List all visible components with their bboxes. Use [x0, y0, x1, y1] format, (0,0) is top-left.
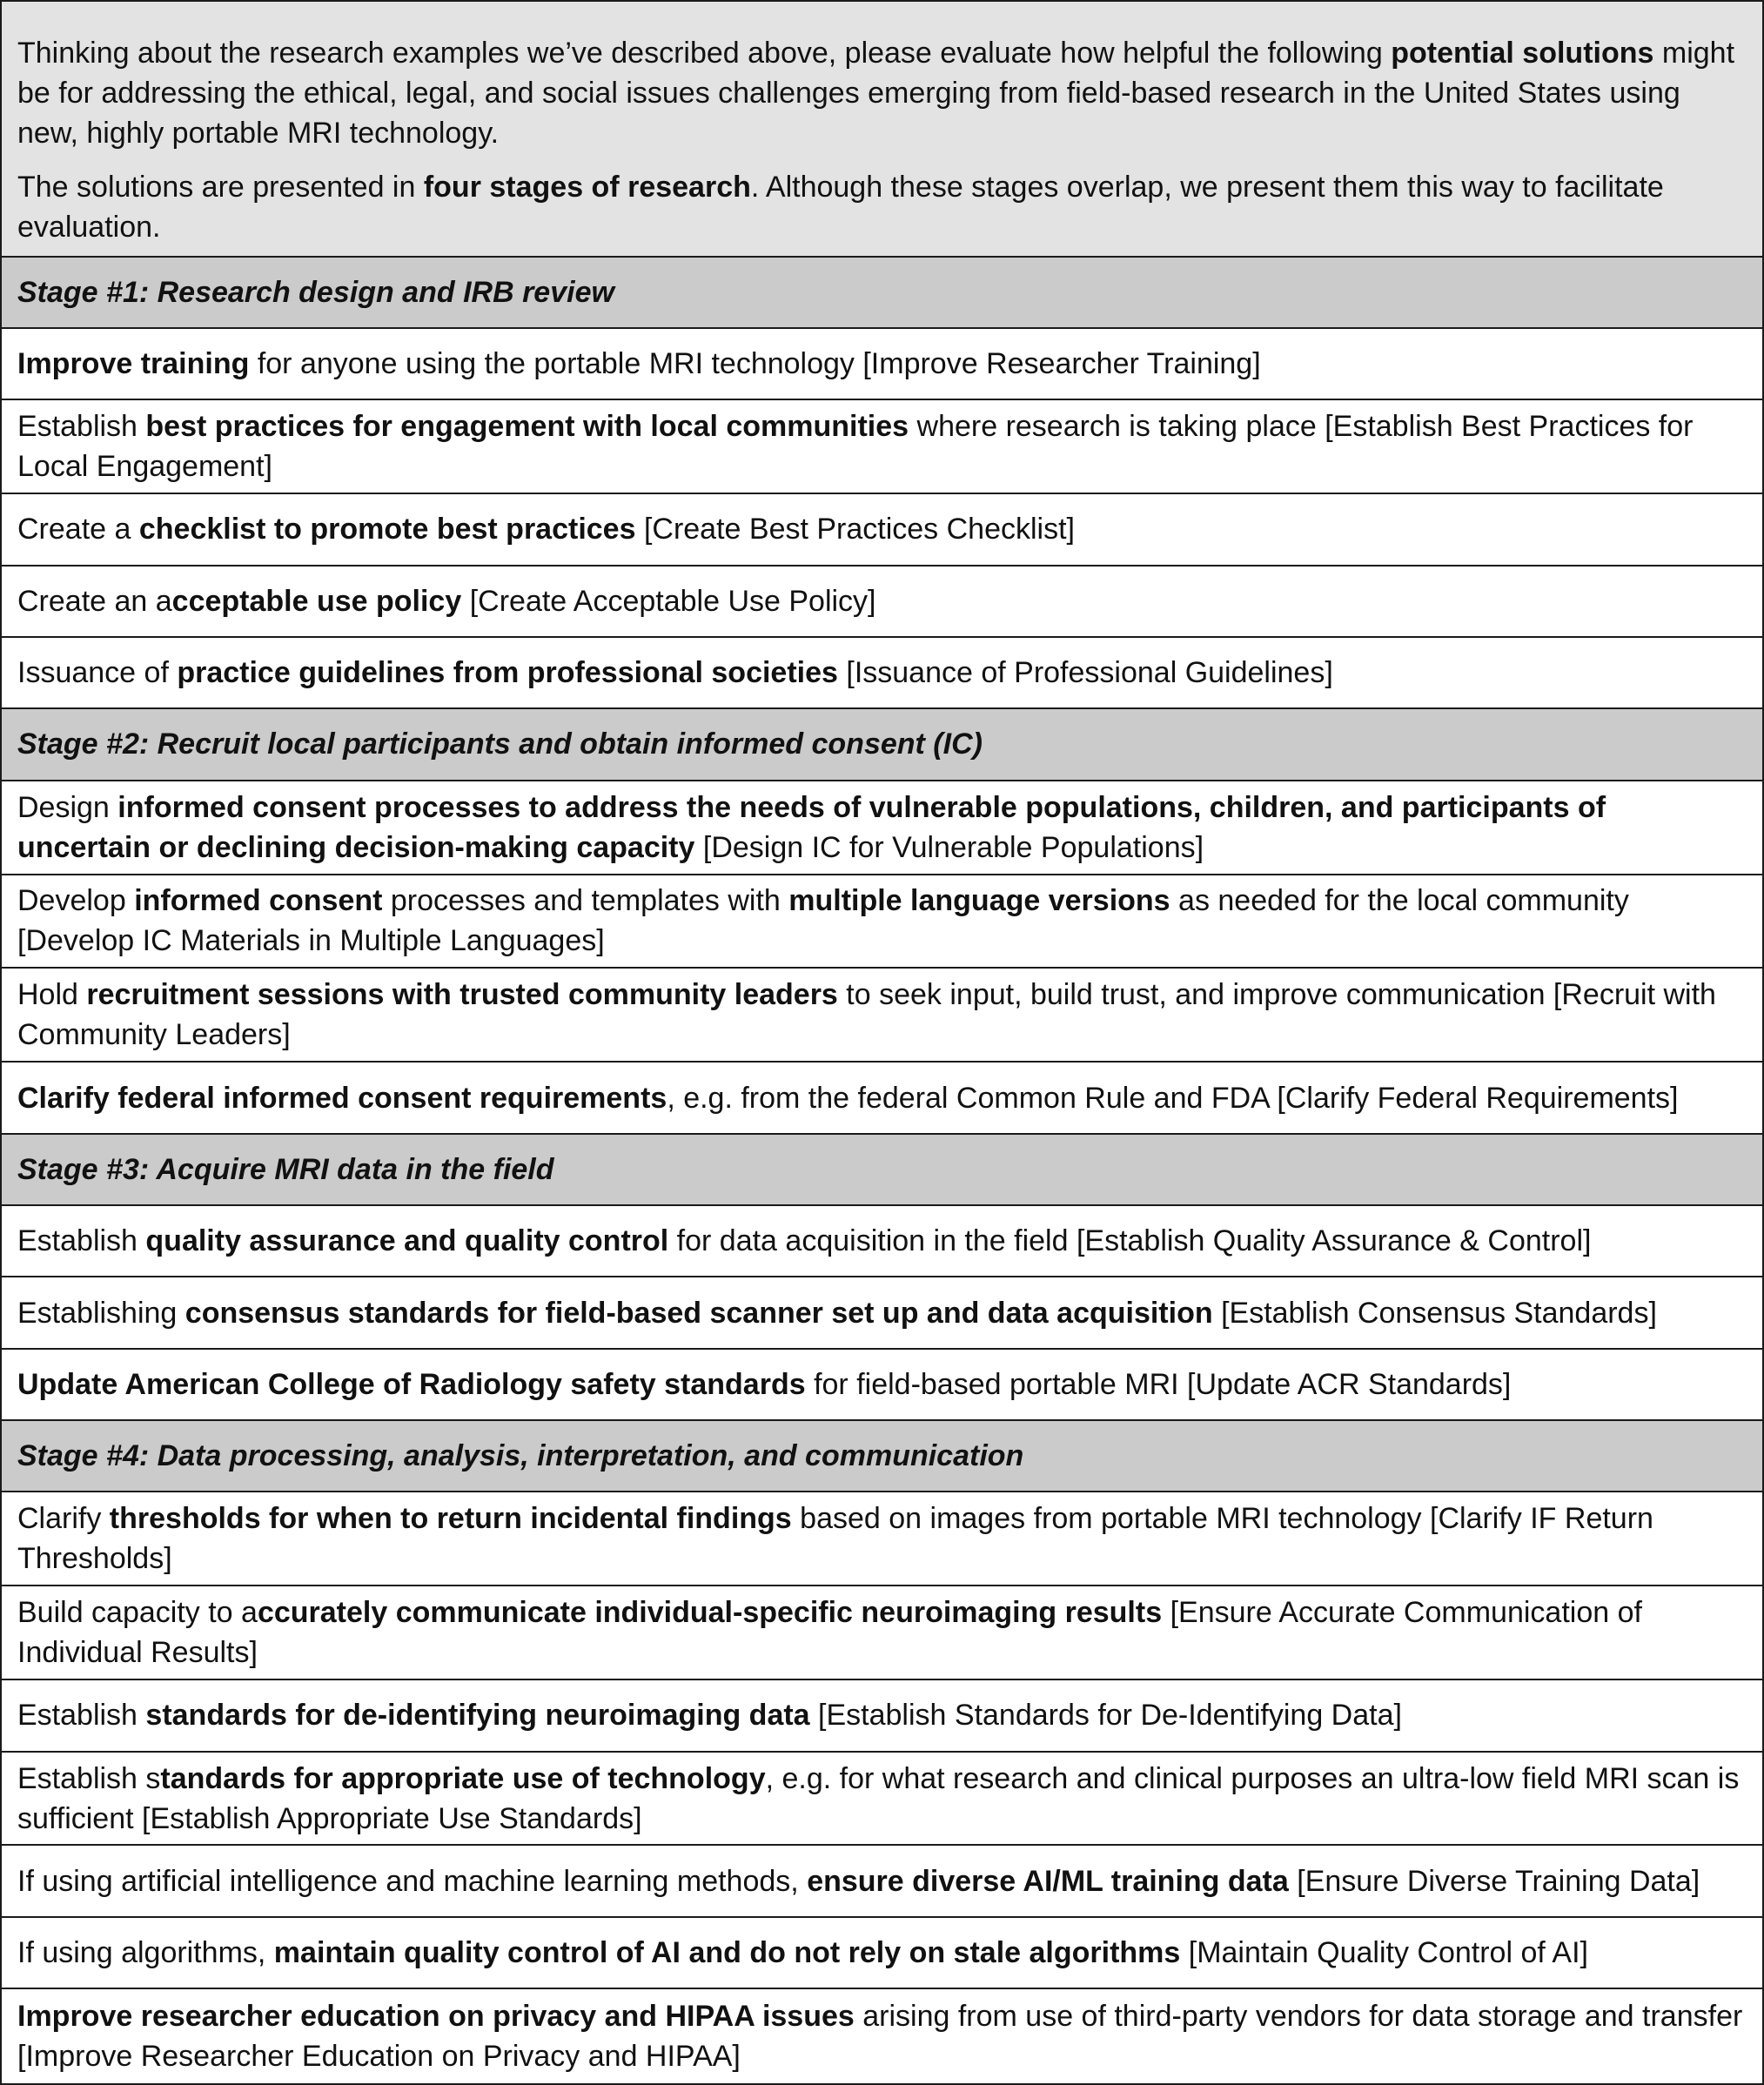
solution-key-phrase: maintain quality control of AI and do not rely on stale algorithms [273, 1935, 1181, 1969]
table-row: Establish quality assurance and quality control for data acquisition in the field [Establish Quality Assurance & Control] [2, 1206, 1762, 1277]
table-row: Develop informed consent processes and templates with multiple language versions as needed for the local community [Develop IC Materials in Multiple Languages] [2, 875, 1762, 969]
intro-paragraph-1 [17, 33, 1743, 153]
table-row: If using algorithms, maintain quality control of AI and do not rely on stale algorithms [Maintain Quality Control of AI] [2, 1918, 1762, 1989]
intro-paragraph-2 [17, 167, 1743, 247]
table-row: Create an acceptable use policy [Create Acceptable Use Policy] [2, 567, 1762, 638]
solution-key-phrase: tandards for appropriate use of technology [160, 1761, 766, 1795]
solution-key-phrase: quality assurance and quality control [145, 1224, 669, 1258]
solution-key-phrase: Update American College of Radiology safety standards [17, 1367, 806, 1401]
solution-key-phrase: thresholds for when to return incidental findings [109, 1502, 792, 1536]
solution-key-phrase: best practices for engagement with local communities [145, 410, 909, 444]
intro-emphasis: four stages of research [423, 171, 751, 204]
table-row: Establishing consensus standards for field-based scanner set up and data acquisition [Establish Consensus Standards] [2, 1277, 1762, 1349]
solution-key-phrase: Improve training [17, 347, 250, 381]
table-row: Clarify thresholds for when to return incidental findings based on images from portable MRI technology [Clarify IF Return Thresholds] [2, 1492, 1762, 1586]
table-row: If using artificial intelligence and machine learning methods, ensure diverse AI/ML training data [Ensure Diverse Training Data] [2, 1846, 1762, 1917]
table-row: Establish standards for de-identifying neuroimaging data [Establish Standards for De-Identifying Data] [2, 1680, 1762, 1752]
table-row: Design informed consent processes to address the needs of vulnerable populations, children, and participants of uncertain or declining decision-making capacity [Design IC for Vulnerable Populations] [2, 781, 1762, 875]
table-row: Hold recruitment sessions with trusted community leaders to seek input, build trust, and improve communication [Recruit with Community Leaders] [2, 969, 1762, 1063]
solution-key-phrase: standards for de-identifying neuroimaging data [145, 1699, 810, 1733]
stage-title: Stage #1: Research design and IRB review [17, 275, 614, 309]
solution-key-phrase: practice guidelines from professional societies [177, 656, 838, 690]
intro-text: . Although these stages overlap, we present them this way to facilitate evaluation. [17, 171, 1664, 244]
solution-key-phrase: Clarify federal informed consent requirements [17, 1081, 667, 1115]
solution-key-phrase: Improve researcher education on privacy and HIPAA issues [17, 2000, 855, 2034]
table-row: Improve training for anyone using the portable MRI technology [Improve Researcher Training] [2, 329, 1762, 400]
table-row: Clarify federal informed consent requirements, e.g. from the federal Common Rule and FDA [Clarify Federal Requirements] [2, 1063, 1762, 1134]
intro-section [2, 2, 1762, 258]
solution-key-phrase: informed consent processes to address the needs of vulnerable populations, children, and participants of uncertain or declining decision-making capacity [17, 790, 1606, 864]
intro-text: The solutions are presented in [17, 171, 424, 204]
solution-key-phrase: ccurately communicate individual-specific neuroimaging results [257, 1596, 1163, 1630]
table-row: Build capacity to accurately communicate individual-specific neuroimaging results [Ensure Accurate Communication of Individual Results] [2, 1586, 1762, 1680]
stage-1-header [2, 258, 1762, 329]
intro-emphasis: potential solutions [1391, 37, 1654, 70]
stage-3-header [2, 1135, 1762, 1206]
table-row: Establish best practices for engagement with local communities where research is taking place [Establish Best Practices for Local Engagement] [2, 400, 1762, 494]
table-row: Issuance of practice guidelines from professional societies [Issuance of Professional Guidelines] [2, 638, 1762, 709]
intro-text: Thinking about the research examples we’ve described above, please evaluate how helpful the following [17, 37, 1392, 70]
stage-title: Stage #2: Recruit local participants and obtain informed consent (IC) [17, 727, 983, 761]
stage-title: Stage #4: Data processing, analysis, interpretation, and communication [17, 1439, 1024, 1473]
solution-key-phrase: ensure diverse AI/ML training data [807, 1864, 1289, 1898]
stage-title: Stage #3: Acquire MRI data in the field [17, 1152, 554, 1186]
solution-key-phrase: cceptable use policy [171, 584, 462, 618]
solution-key-phrase: informed consent [134, 884, 383, 918]
table-row: Create a checklist to promote best practices [Create Best Practices Checklist] [2, 494, 1762, 566]
intro-text: might be for addressing the ethical, legal, and social issues challenges emerging from field-based research in the United States using new, highly portable MRI technology. [17, 37, 1735, 150]
solution-key-phrase: recruitment sessions with trusted community leaders [86, 978, 838, 1012]
solution-key-phrase: consensus standards for field-based scanner set up and data acquisition [184, 1296, 1213, 1330]
stage-4-header [2, 1421, 1762, 1492]
table-row: Update American College of Radiology safety standards for field-based portable MRI [Update ACR Standards] [2, 1350, 1762, 1421]
solution-key-phrase: checklist to promote best practices [138, 513, 636, 546]
table-row: Establish standards for appropriate use of technology, e.g. for what research and clinical purposes an ultra-low field MRI scan is sufficient [Establish Appropriate Use Standards] [2, 1753, 1762, 1847]
table-row: Improve researcher education on privacy and HIPAA issues arising from use of third-party vendors for data storage and transfer [Improve Researcher Education on Privacy and HIPAA] [2, 1989, 1762, 2083]
solution-key-phrase: multiple language versions [788, 884, 1170, 918]
stage-2-header [2, 709, 1762, 781]
